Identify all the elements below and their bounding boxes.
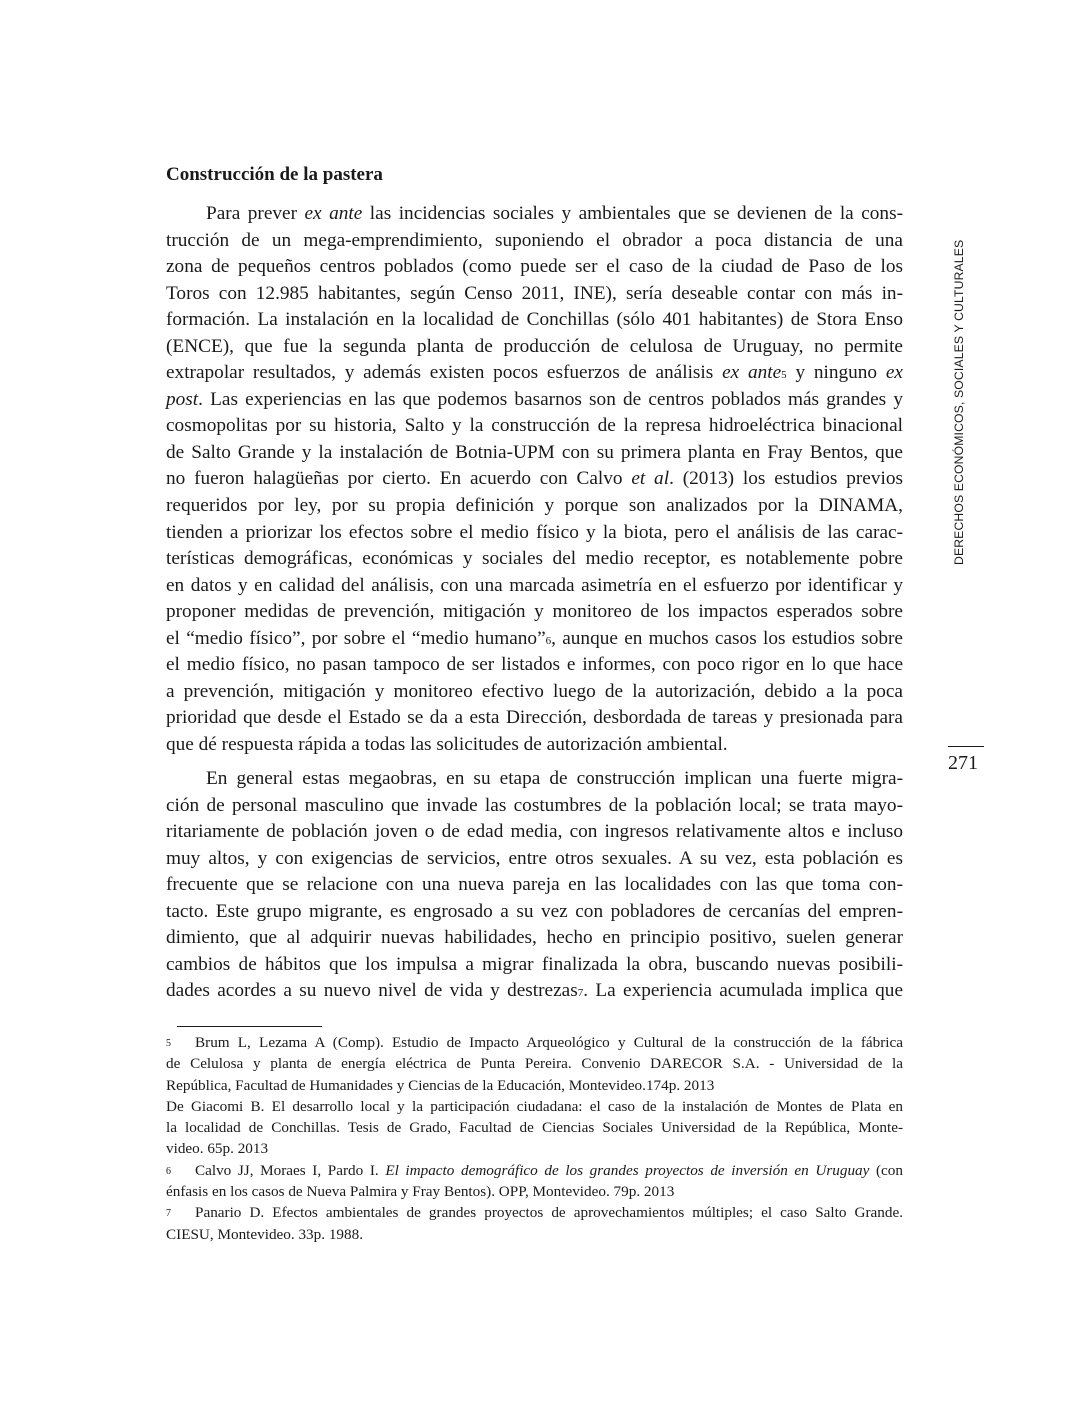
text-line: de Celulosa y planta de energía eléctrica de Punta Pereira. Convenio DARECOR S.A. - Universidad de la: [166, 1055, 903, 1073]
text-line: frecuente que se relacione con una nueva pareja en las localidades con las que toma con-: [166, 874, 903, 896]
footnote-ref[interactable]: 5: [781, 369, 787, 382]
text-line: trucción de un mega-emprendimiento, suponiendo el obrador a poca distancia de una: [166, 229, 903, 251]
footnote-separator: [177, 1026, 322, 1027]
text-line: post. Las experiencias en las que podemos basarnos son de centros poblados más grandes y: [166, 388, 903, 410]
text-line: el “medio físico”, por sobre el “medio humano”$^6$, aunque en muchos casos los estudios sobre: [166, 627, 903, 649]
text-line: zona de pequeños centros poblados (como puede ser el caso de la ciudad de Paso de los: [166, 256, 903, 278]
text-line: tienden a priorizar los efectos sobre el medio físico y la biota, pero el análisis de las carac-: [166, 521, 903, 543]
footnote-ref[interactable]: 6: [545, 634, 552, 647]
text-line: proponer medidas de prevención, mitigación y monitoreo de los impactos esperados sobre: [166, 601, 903, 623]
footnote-number: 5: [166, 1038, 171, 1049]
text-line: CIESU, Montevideo. 33p. 1988.: [166, 1225, 364, 1243]
footnote-number: 6: [166, 1165, 171, 1177]
text-line: ción de personal masculino que invade las costumbres de la población local; se trata mayo-: [166, 794, 903, 816]
text-line: énfasis en los casos de Nueva Palmira y Fray Bentos). OPP, Montevideo. 79p. 2013: [166, 1183, 675, 1201]
text-line: la localidad de Conchillas. Tesis de Grado, Facultad de Ciencias Sociales Universidad de la República, Monte-: [166, 1119, 903, 1137]
text-line: cosmopolitas por su historia, Salto y la construcción de la represa hidroeléctrica binacional: [166, 415, 903, 437]
text-line: requeridos por ley, por su propia definición y porque son analizados por la DINAMA,: [166, 495, 903, 517]
footnote-6: 6 Calvo JJ, Moraes I, Pardo I. El impacto demográfico de los grandes proyectos de inversión en Uruguay (con: [166, 1160, 903, 1181]
paragraph-2: [166, 766, 903, 1005]
text-line: ritariamente de población joven o de edad media, con ingresos relativamente altos e incluso: [166, 821, 903, 843]
text-line: muy altos, y con exigencias de servicios, entre otros sexuales. A su vez, esta población es: [166, 847, 903, 869]
footnote-ref[interactable]: 7: [577, 987, 584, 1000]
text-line: que dé respuesta rápida a todas las solicitudes de autorización ambiental.: [166, 733, 728, 755]
footnote-number: 7: [166, 1208, 171, 1220]
section-heading: Construcción de la pastera: [166, 164, 383, 185]
text-line: video. 65p. 2013: [166, 1140, 269, 1158]
text-line: República, Facultad de Humanidades y Ciencias de la Educación, Montevideo.174p. 2013: [166, 1076, 715, 1094]
text-line: a prevención, mitigación y monitoreo efectivo luego de la autorización, debido a la poca: [166, 680, 903, 702]
text-line: formación. La instalación en la localidad de Conchillas (sólo 401 habitantes) de Stora Enso: [166, 309, 903, 331]
text-line: dades acordes a su nuevo nivel de vida y destrezas$^7$. La experiencia acumulada implica que: [166, 980, 904, 1002]
page-number-rule: [948, 746, 984, 747]
text-line: Para prever ex ante las incidencias sociales y ambientales que se devienen de la cons-: [206, 203, 903, 224]
text-line: (ENCE), que fue la segunda planta de producción de celulosa de Uruguay, no permite: [166, 335, 903, 357]
footnote-7: 7 Panario D. Efectos ambientales de grandes proyectos de aprovechamientos múltiples; el caso Salto Grande.: [166, 1202, 903, 1223]
text-line: tacto. Este grupo migrante, es engrosado a su vez con pobladores de cercanías del empren-: [166, 900, 903, 922]
text-line: extrapolar resultados, y además existen pocos esfuerzos de análisis ex ante$^5$ y ninguno ex: [166, 362, 903, 384]
running-section-title: DERECHOS ECONÓMICOS, SOCIALES Y CULTURALES: [952, 239, 966, 565]
paragraph-1: [166, 201, 903, 758]
page-number: 271: [948, 752, 978, 774]
text-line: prioridad que desde el Estado se da a esta Dirección, desbordada de tareas y presionada para: [166, 707, 903, 729]
text-line: cambios de hábitos que los impulsa a migrar finalizada la obra, buscando nuevas posibili-: [166, 953, 903, 975]
text-line: terísticas demográficas, económicas y sociales del medio receptor, es notablemente pobre: [166, 548, 903, 570]
text-line: en datos y en calidad del análisis, con una marcada asimetría en el esfuerzo por identificar y: [166, 574, 903, 596]
footnotes: [166, 1032, 903, 1245]
text-line: De Giacomi B. El desarrollo local y la participación ciudadana: el caso de la instalación de Montes de Plata en: [166, 1097, 903, 1115]
text-line: de Salto Grande y la instalación de Botnia-UPM con su primera planta en Fray Bentos, que: [166, 441, 903, 463]
text-line: Toros con 12.985 habitantes, según Censo 2011, INE), sería deseable contar con más in-: [166, 282, 903, 304]
text-line: el medio físico, no pasan tampoco de ser listados e informes, con poco rigor en lo que hace: [166, 654, 903, 676]
text-line: En general estas megaobras, en su etapa de construcción implican una fuerte migra-: [206, 768, 903, 789]
text-line: no fueron halagüeñas por cierto. En acuerdo con Calvo et al. (2013) los estudios previos: [166, 468, 904, 490]
footnote-5: 5 Brum L, Lezama A (Comp). Estudio de Impacto Arqueológico y Cultural de la construcción de la fábrica: [166, 1032, 903, 1053]
text-line: dimiento, que al adquirir nuevas habilidades, hecho en principio positivo, suelen generar: [166, 927, 903, 949]
